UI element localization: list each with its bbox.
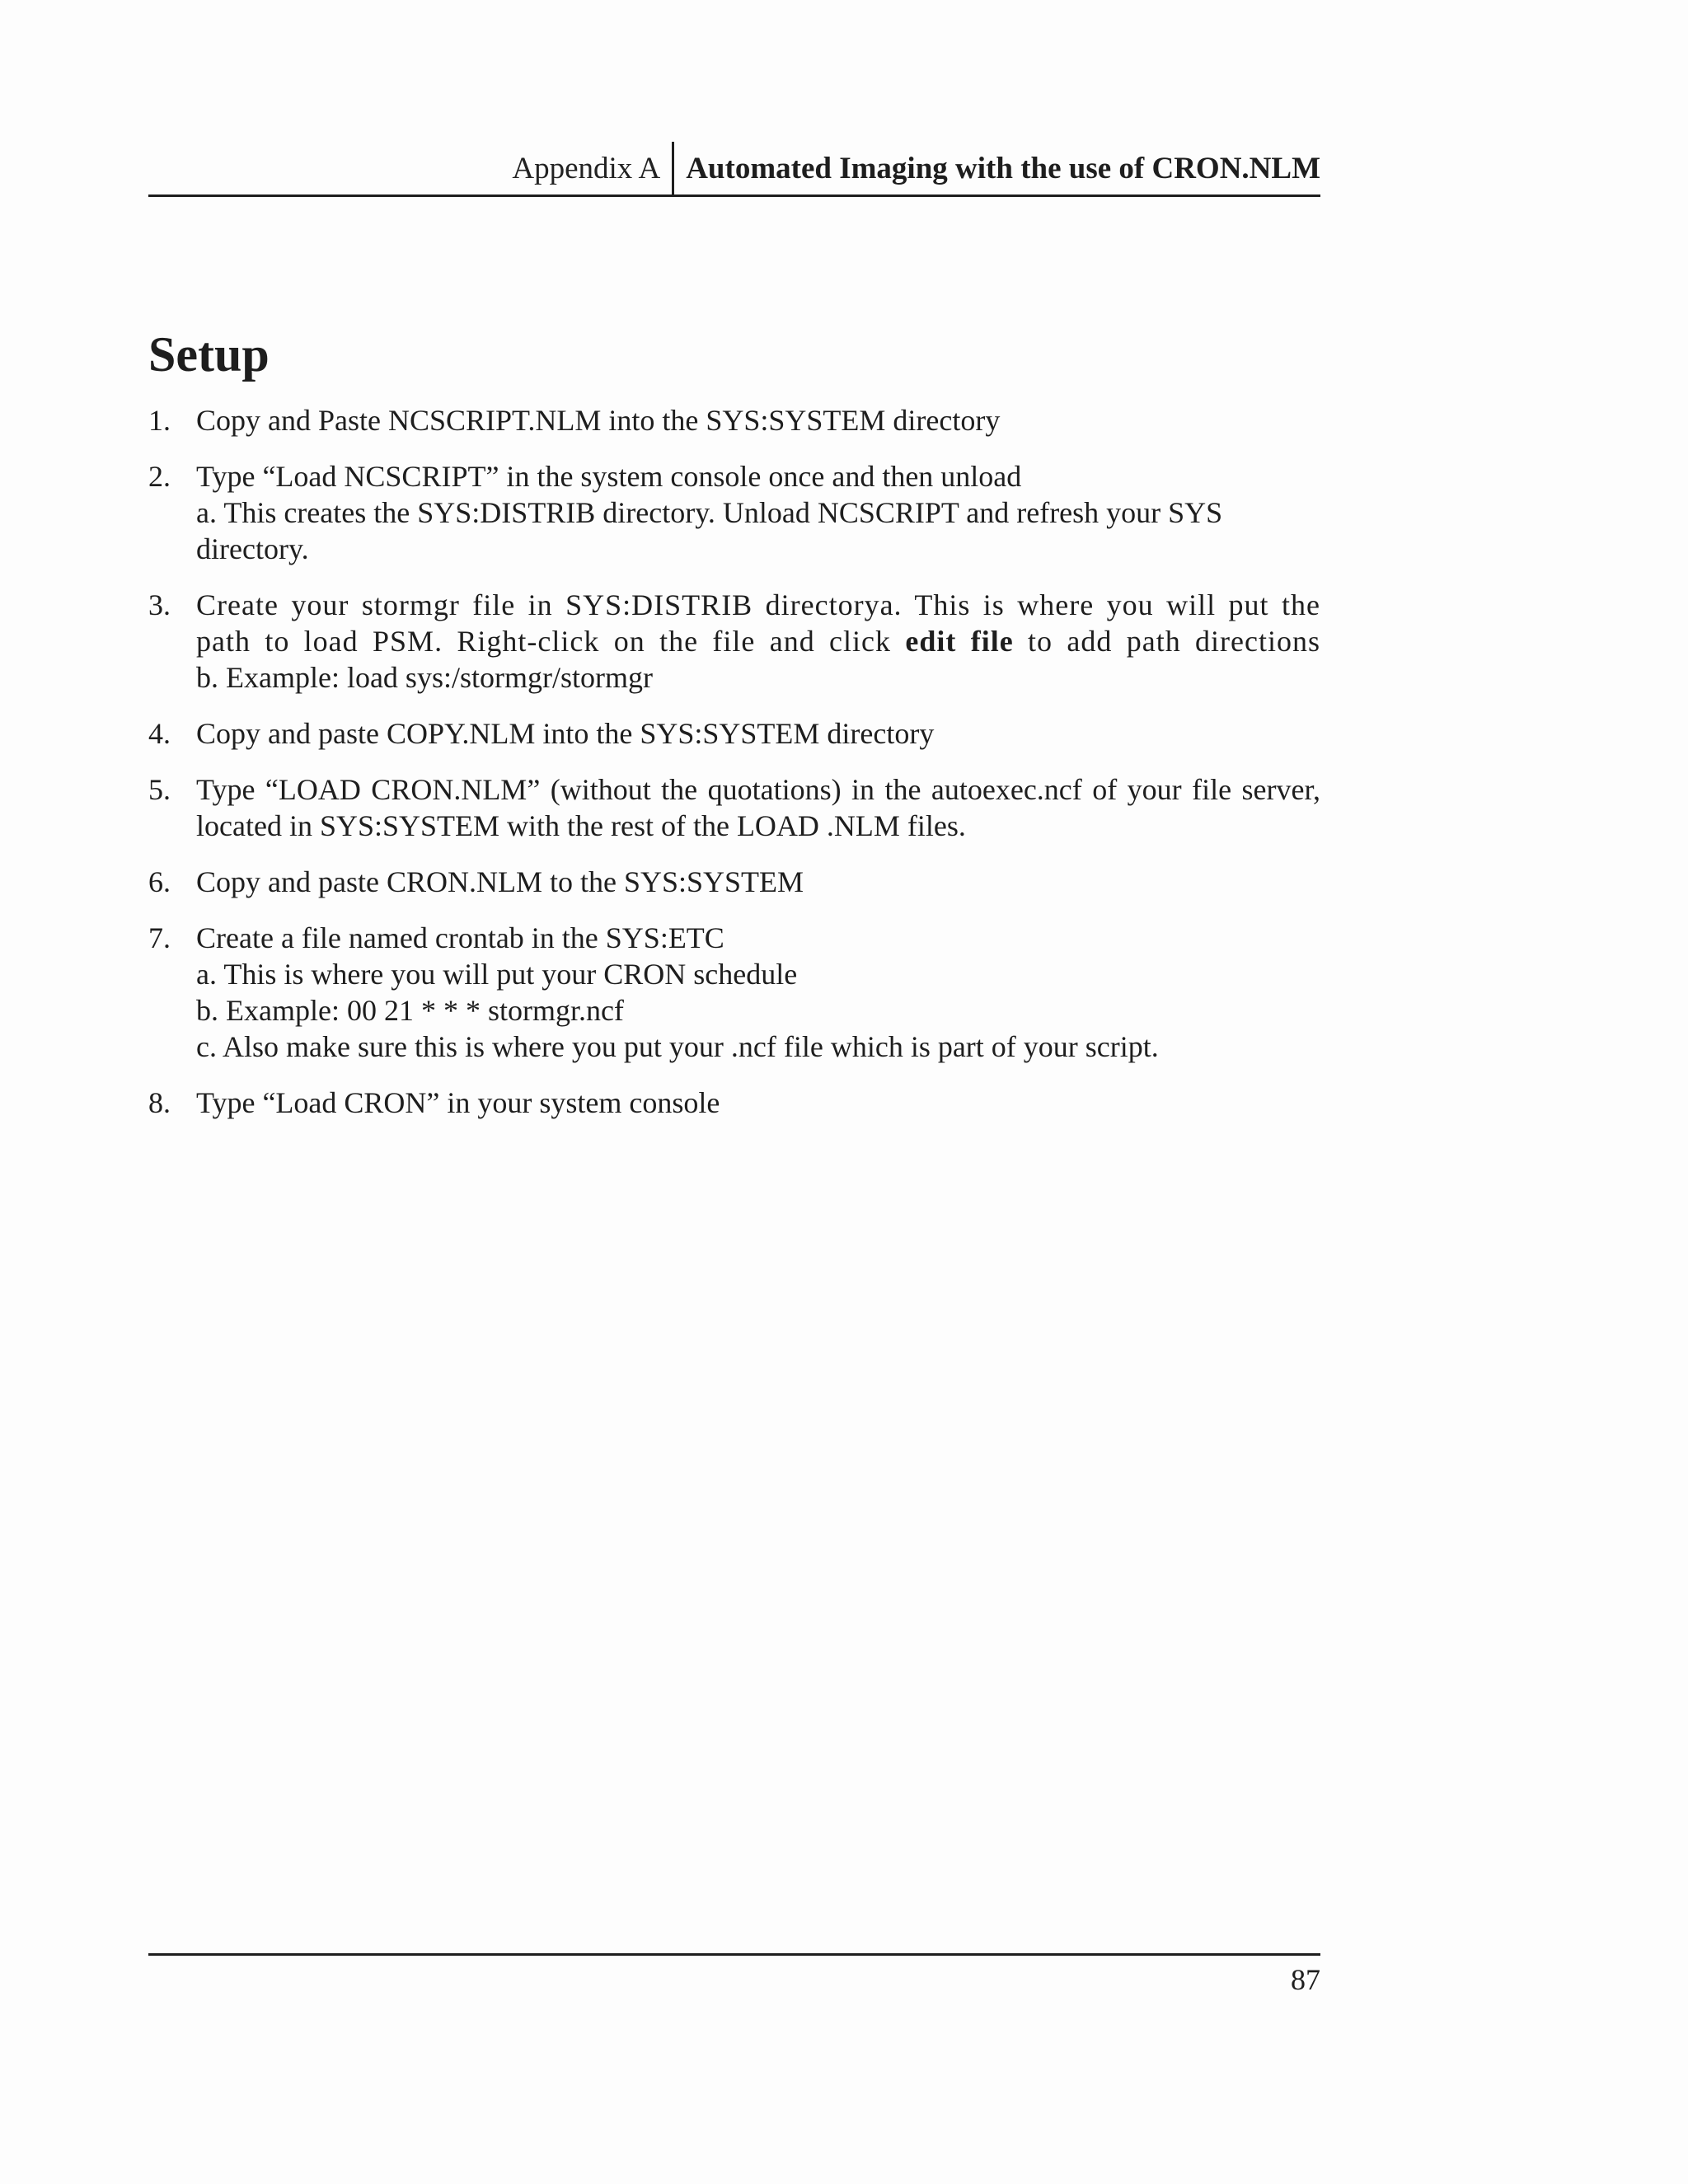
step-text — [196, 1085, 1320, 1121]
step-line: Type “LOAD CRON.NLM” (without the quotations) in the autoexec.ncf of your file server, — [196, 773, 1320, 806]
step-text — [196, 587, 1320, 696]
step-number: 1. — [148, 404, 171, 437]
step-number: 2. — [148, 460, 171, 493]
step-text-segment: path to load PSM. Right-click on the file and click — [196, 625, 906, 658]
step-text — [196, 458, 1320, 567]
list-item — [148, 864, 1320, 900]
step-subline: a. This is where you will put your CRON schedule — [196, 958, 798, 991]
list-item — [148, 715, 1320, 752]
step-line: Copy and paste COPY.NLM into the SYS:SYSTEM directory — [196, 717, 935, 750]
list-item — [148, 587, 1320, 696]
step-line: Type “Load CRON” in your system console — [196, 1086, 720, 1119]
step-number: 8. — [148, 1086, 171, 1119]
step-text — [196, 920, 1320, 1065]
step-subline: b. Example: load sys:/stormgr/stormgr — [196, 661, 653, 694]
running-header — [148, 142, 1320, 194]
list-item — [148, 458, 1320, 567]
list-item — [148, 1085, 1320, 1121]
step-number: 7. — [148, 921, 171, 954]
step-text — [196, 771, 1320, 844]
page-number: 87 — [1291, 1963, 1320, 1996]
step-text-segment: to add path directions — [1013, 625, 1321, 658]
step-line: Create your stormgr file in SYS:DISTRIB directorya. This is where you will put the — [196, 588, 1320, 621]
step-line: Type “Load NCSCRIPT” in the system console once and then unload — [196, 460, 1022, 493]
edit-file-emphasis: edit file — [905, 625, 1014, 658]
header-rule — [148, 194, 1320, 197]
list-item — [148, 402, 1320, 438]
step-number: 5. — [148, 773, 171, 806]
list-item — [148, 920, 1320, 1065]
step-number: 6. — [148, 865, 171, 898]
step-text — [196, 864, 1320, 900]
list-item — [148, 771, 1320, 844]
setup-steps-list — [148, 402, 1320, 1141]
step-text — [196, 715, 1320, 752]
step-number: 3. — [148, 588, 171, 621]
step-number: 4. — [148, 717, 171, 750]
step-line: located in SYS:SYSTEM with the rest of the LOAD .NLM files. — [196, 809, 966, 842]
chapter-label: Appendix A — [512, 151, 661, 185]
step-subline: directory. — [196, 532, 309, 565]
step-line — [196, 623, 1320, 659]
step-subline: c. Also make sure this is where you put your .ncf file which is part of your script. — [196, 1030, 1159, 1063]
step-subline: b. Example: 00 21 * * * stormgr.ncf — [196, 994, 624, 1027]
chapter-title: Automated Imaging with the use of CRON.NLM — [686, 151, 1320, 185]
step-line: Copy and paste CRON.NLM to the SYS:SYSTEM — [196, 865, 804, 898]
footer-rule — [148, 1953, 1320, 1956]
step-line: Create a file named crontab in the SYS:ETC — [196, 921, 724, 954]
step-subline: a. This creates the SYS:DISTRIB directory. Unload NCSCRIPT and refresh your SYS — [196, 496, 1223, 529]
step-text — [196, 402, 1320, 438]
section-title: Setup — [148, 327, 270, 382]
step-line: Copy and Paste NCSCRIPT.NLM into the SYS:SYSTEM directory — [196, 404, 1001, 437]
